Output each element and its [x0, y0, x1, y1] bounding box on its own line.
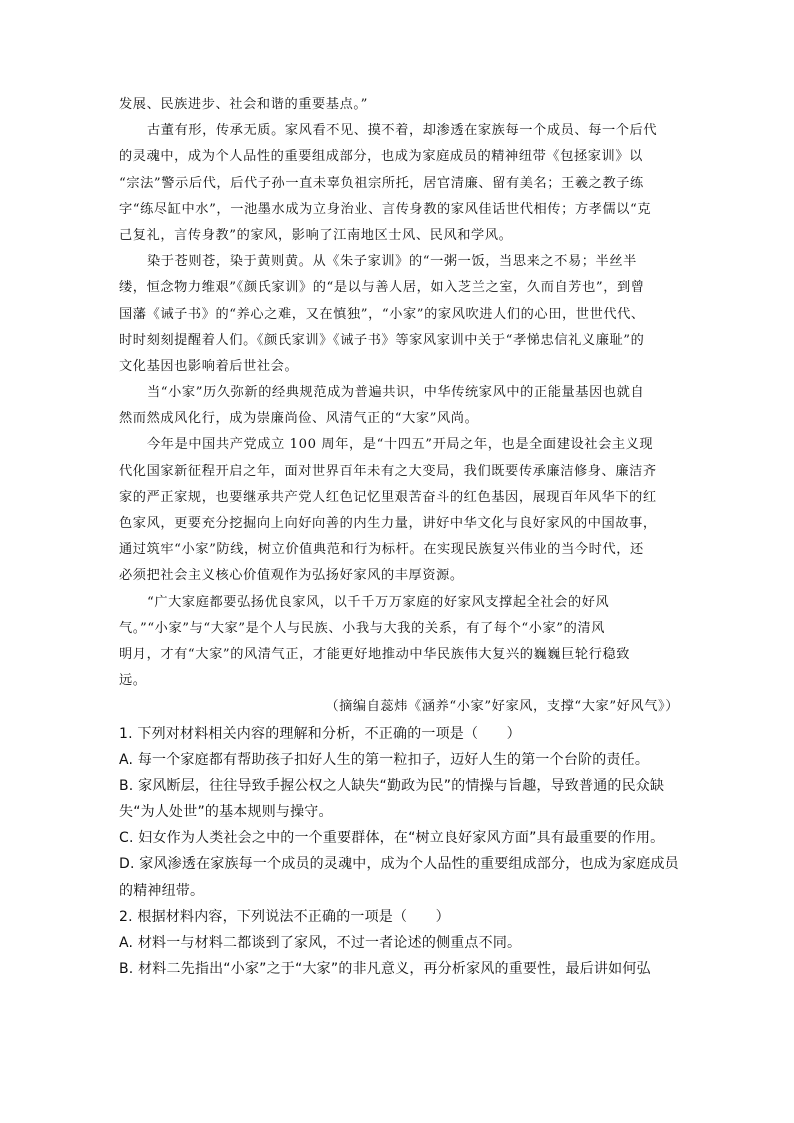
- passage-source: （摘编自蕊炜《涵养“小家”好家风，支撑“大家”好风气》）: [325, 699, 679, 715]
- passage-line: 字“练尽缸中水”，一池墨水成为立身治业、言传身教的家风佳话世代相传；方孝儒以“克: [119, 201, 652, 217]
- passage-line: 染于苍则苍，染于黄则黄。从《朱子家训》的“一粥一饭，当思来之不易；半丝半: [147, 254, 637, 270]
- passage-line: 当“小家”历久弥新的经典规范成为普遍共识，中华传统家风中的正能量基因也就自: [147, 385, 645, 401]
- passage-line: 代化国家新征程开启之年，面对世界百年未有之大变局，我们既要传承廉洁修身、廉洁齐: [119, 463, 657, 479]
- option-c: C. 妇女作为人类社会之中的一个重要群体，在“树立良好家风方面”具有最重要的作用。: [119, 830, 665, 847]
- passage-line: 文化基因也影响着后世社会。: [119, 358, 299, 374]
- passage-line: 家的严正家规，也要继承共产党人红色记忆里艰苦奋斗的红色基因，展现百年风华下的红: [119, 489, 657, 505]
- question-2: [119, 904, 679, 983]
- reading-passage: [119, 92, 679, 721]
- passage-line: 今年是中国共产党成立 100 周年，是“十四五”开局之年，也是全面建设社会主义现: [147, 437, 654, 453]
- passage-line: “广大家庭都要弘扬优良家风，以千千万万家庭的好家风支撑起全社会的好风: [147, 594, 610, 610]
- passage-line: 的灵魂中，成为个人品性的重要组成部分，也成为家庭成员的精神纽带《包拯家训》以: [119, 149, 643, 165]
- page-content: [119, 92, 679, 982]
- question-stem: 2. 根据材料内容，下列说法不正确的一项是（ ）: [119, 908, 450, 925]
- option-b: B. 材料二先指出“小家”之于“大家”的非凡意义，再分析家风的重要性，最后讲如何弘: [119, 961, 651, 978]
- passage-line: 然而然成风化行，成为崇廉尚俭、风清气正的“大家”风尚。: [119, 411, 479, 427]
- option-a: A. 每一个家庭都有帮助孩子扣好人生的第一粒扣子，迈好人生的第一个台阶的责任。: [119, 751, 650, 768]
- option-d-cont: 的精神纽带。: [119, 882, 205, 899]
- question-stem: 1. 下列对材料相关内容的理解和分析，不正确的一项是（ ）: [119, 725, 521, 742]
- option-a: A. 材料一与材料二都谈到了家风，不过一者论述的侧重点不同。: [119, 935, 522, 951]
- option-b: B. 家风断层，往往导致手握公权之人缺失“勤政为民”的情操与旨趣，导致普通的民众缺: [119, 777, 665, 794]
- question-1: [119, 721, 679, 904]
- option-d: D. 家风渗透在家族每一个成员的灵魂中，成为个人品性的重要组成部分，也成为家庭成员: [119, 856, 679, 873]
- passage-line: 通过筑牢“小家”防线，树立价值典范和行为标杆。在实现民族复兴伟业的当今时代，还: [119, 542, 644, 558]
- passage-line: 时时刻刻提醒着人们。《颜氏家训》《诫子书》等家风家训中关于“孝悌忠信礼义廉耻”的: [119, 332, 645, 348]
- passage-line: 己复礼，言传身教”的家风，影响了江南地区士风、民风和学风。: [119, 227, 513, 243]
- passage-line: 必须把社会主义核心价值观作为弘扬好家风的丰厚资源。: [119, 568, 464, 584]
- passage-line: 明月，才有“大家”的风清气正，才能更好地推动中华民族伟大复兴的巍巍巨轮行稳致: [119, 646, 631, 662]
- passage-line: 古董有形，传承无质。家风看不见、摸不着，却渗透在家族每一个成员、每一个后代: [147, 123, 658, 139]
- passage-line: 国藩《诫子书》的“养心之难，又在慎独”，“小家”的家风吹进人们的心田，世世代代、: [119, 306, 645, 322]
- passage-line: 发展、民族进步、社会和谐的重要基点。”: [119, 97, 368, 112]
- passage-line: “宗法”警示后代，后代子孙一直未辜负祖宗所托，居官清廉、留有美名；王羲之教子练: [119, 175, 644, 191]
- option-b-cont: 失“为人处世”的基本规则与操守。: [119, 804, 333, 821]
- passage-line: 缕，恒念物力维艰”《颜氏家训》的“是以与善人居，如入芝兰之室，久而自芳也”，到曾: [119, 280, 645, 296]
- passage-line: 色家风，更要充分挖掘向上向好向善的内生力量，讲好中华文化与良好家风的中国故事，: [119, 516, 657, 531]
- passage-line: 气。”“小家”与“大家”是个人与民族、小我与大我的关系，有了每个“小家”的清风: [119, 620, 605, 636]
- passage-line: 远。: [119, 673, 147, 689]
